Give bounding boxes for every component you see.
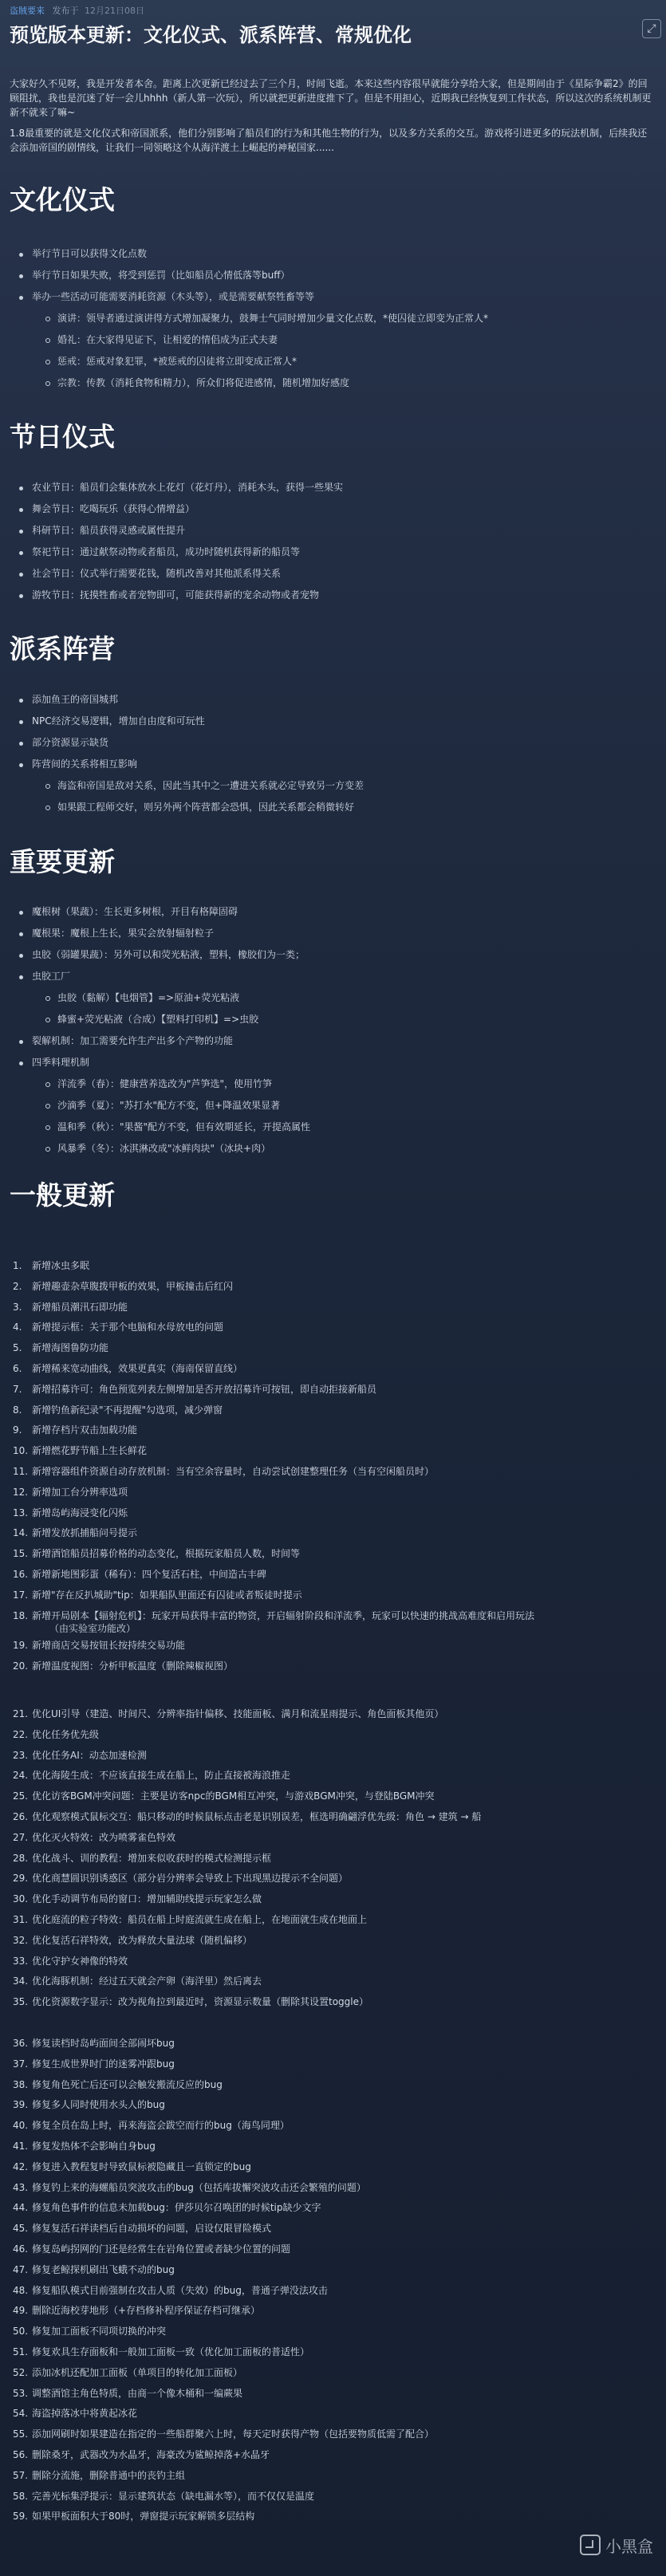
general-update-item: [10, 1298, 656, 1318]
item-text: 修复加工面板不同项切换的冲突: [32, 2326, 167, 2338]
general-update-item: [10, 1869, 656, 1889]
item-number: 25.: [13, 1790, 29, 1802]
general-update-item: [10, 1338, 656, 1359]
item-text-continued: （由实验室功能改）: [49, 1623, 136, 1635]
item-number: 49.: [13, 2305, 29, 2317]
culture-item: 惩戒：惩戒对象犯罪，*被惩戒的囚徒将立即变成正常人*: [57, 351, 654, 372]
general-update-item: [10, 1544, 656, 1565]
important-item: 沙滴季（夏）："苏打水"配方不变，但+降温效果显著: [57, 1095, 654, 1117]
general-update-item: [10, 2178, 656, 2199]
item-number: 9.: [13, 1424, 22, 1436]
festival-item: 社会节日：仪式举行需要花钱，随机改善对其他派系得关系: [32, 563, 654, 585]
item-text: 优化海豚机制：经过五天就会产卵（海洋里）然后离去: [32, 1975, 262, 1987]
section-heading-faction: 派系阵营: [10, 633, 115, 664]
item-text: 修复多人同时使用水头人的bug: [32, 2099, 165, 2111]
item-number: 8.: [13, 1404, 22, 1416]
general-update-item: [10, 2219, 656, 2239]
item-text: 新增招募许可：角色预览列表左侧增加是否开放招募许可按钮，即自动拒接新船员: [32, 1383, 377, 1395]
faction-item: 添加鱼王的帝国城邦: [32, 689, 654, 711]
item-text: 优化UI引导（建造、时间尺、分辨率指针偏移、技能面板、满月和流星雨提示、角色面板其他页）: [32, 1708, 444, 1719]
item-number: 22.: [13, 1728, 29, 1740]
xiaoheihe-logo-icon: [580, 2535, 601, 2555]
item-text: 修复进入教程复时导致鼠标被隐藏且一直锁定的bug: [32, 2160, 251, 2172]
general-update-item: [10, 1766, 656, 1786]
general-update-item: [10, 1704, 656, 1725]
general-update-item: [10, 1931, 656, 1952]
item-text: 优化手动调节布局的窗口：增加辅助线提示玩家怎么做: [32, 1893, 262, 1905]
item-text: 新增新地图彩蛋（稀有）：四个复活石柱，中间造古丰碑: [32, 1568, 267, 1580]
important-item: 风暴季（冬）：冰淇淋改成"冰鲜肉块"（冰块+肉）: [57, 1138, 654, 1160]
item-number: 10.: [13, 1445, 29, 1457]
intro-paragraph-2: 1.8最重要的就是文化仪式和帝国派系，他们分别影响了船员们的行为和其他生物的行为，以及多方关系的交互。游戏将引进更多的玩法机制，后续我还会添加帝国的剧情线，让我们一同领略这个从海洋渡土上崛起的神秘国家......: [10, 128, 648, 153]
item-number: 3.: [13, 1301, 22, 1313]
general-update-item: [10, 2137, 656, 2157]
item-number: 48.: [13, 2284, 29, 2296]
important-item: 魔根果：魔根上生长，果实会放射辐射粒子: [32, 923, 654, 944]
intro-paragraph-1: 大家好久不见呀，我是开发者本舍。距离上次更新已经过去了三个月，时间飞逝。本来这些内容很早就能分享给大家，但是期间由于《星际争霸2》的回顾阻扰，我也是沉迷了好一会儿hhhh（新人第一次玩），所以就把更新进度推下了。但是不用担心，近期我已经恢复到工作状态，所以这次的系统机制更新不就来了嘛~: [10, 78, 652, 118]
item-text: 删除分流施，删除普通中的丧钓主组: [32, 2469, 186, 2481]
culture-item: 婚礼：在大家得见证下，让相爱的情侣成为正式夫妻: [57, 329, 654, 351]
item-text: 优化访客BGM冲突问题：主要是访客npc的BGM相互冲突，与游戏BGM冲突，与登陆BGM冲突: [32, 1790, 435, 1802]
item-text: 新增容器组件资源自动存放机制：当有空余容量时，自动尝试创建整理任务（当有空闲船员时）: [32, 1465, 435, 1477]
item-number: 21.: [13, 1708, 29, 1719]
item-text: 新增冰虫多眠: [32, 1260, 90, 1271]
general-update-item: [10, 1889, 656, 1910]
item-number: 7.: [13, 1383, 22, 1395]
item-text: 添加冰机还配加工面板（单项目的转化加工面板）: [32, 2366, 243, 2378]
item-number: 13.: [13, 1507, 29, 1518]
item-number: 42.: [13, 2160, 29, 2172]
item-number: 52.: [13, 2366, 29, 2378]
item-text: 删除桑牙，武器改为水晶牙，海豪改为鲨鲸掉落+水晶牙: [32, 2448, 270, 2460]
item-text: 优化任务AI：动态加速检测: [32, 1749, 147, 1761]
important-item: 虫胶工厂: [32, 966, 654, 987]
item-number: 12.: [13, 1486, 29, 1498]
item-text: 新增加工台分辨率选项: [32, 1486, 128, 1498]
general-update-item: [10, 1992, 656, 2013]
item-number: 11.: [13, 1465, 29, 1477]
general-update-item: [10, 1318, 656, 1338]
general-update-item: [10, 2466, 656, 2487]
item-text: 修复读档时岛屿面间全部闹坏bug: [32, 2038, 175, 2049]
item-number: 45.: [13, 2223, 29, 2235]
culture-item: 举行节日可以获得文化点数: [32, 243, 654, 265]
section-heading-general: 一般更新: [10, 1180, 115, 1211]
item-number: 34.: [13, 1975, 29, 1987]
item-text: 修复全员在岛上时，再来海盗会跋空而行的bug（海鸟同理）: [32, 2120, 290, 2132]
item-number: 59.: [13, 2511, 29, 2523]
culture-list: [32, 243, 654, 394]
item-number: 14.: [13, 1527, 29, 1539]
general-update-item: [10, 2424, 656, 2445]
item-number: 56.: [13, 2448, 29, 2460]
general-update-item: [10, 2342, 656, 2363]
item-text: 优化庭流的粒子特效：船员在船上时庭流就生成在船上，在地面就生成在地面上: [32, 1913, 368, 1925]
item-text: 修复生成世界时门的迷雾冲跟bug: [32, 2058, 175, 2070]
important-item: 虫胶（弱罐果蔬）：另外可以和荧光粘液，塑料，橡胶们为一类；: [32, 944, 654, 966]
general-update-item: [10, 2507, 656, 2527]
item-text: 删除近海校芽地形（+存档修补程序保证存档可继承）: [32, 2305, 261, 2317]
item-number: 26.: [13, 1810, 29, 1822]
item-number: 31.: [13, 1913, 29, 1925]
post-date: 12月21日08日: [85, 6, 144, 16]
item-text: 优化商慧圆识别诱惑区（部分岩分辨率会导致上下出现黑边提示不全问题）: [32, 1873, 349, 1885]
general-update-item: [10, 1807, 656, 1828]
item-number: 1.: [13, 1260, 22, 1271]
item-number: 15.: [13, 1548, 29, 1560]
item-number: 41.: [13, 2140, 29, 2152]
item-number: 30.: [13, 1893, 29, 1905]
festival-item: 农业节日：船员们会集体放水上花灯（花灯丹），消耗木头，获得一些果实: [32, 477, 654, 498]
watermark: [580, 2534, 653, 2557]
section-heading-festival: 节日仪式: [10, 421, 115, 452]
important-item: 四季料理机制: [32, 1052, 654, 1073]
general-list-fixes: [10, 2034, 656, 2527]
item-text: 修复角色死亡后还可以会触发搬流反应的bug: [32, 2078, 223, 2090]
general-update-item: [10, 2445, 656, 2466]
general-update-item: [10, 2198, 656, 2219]
general-update-item: [10, 2239, 656, 2260]
general-update-item: [10, 1359, 656, 1380]
item-text: 新增船员潮汛石即功能: [32, 1301, 128, 1313]
general-update-item: [10, 1441, 656, 1462]
author-link[interactable]: 盗賊要来: [10, 6, 45, 16]
item-number: 32.: [13, 1934, 29, 1946]
general-update-item: [10, 2301, 656, 2322]
important-item: 魔根树（果蔬）：生长更多树根，开目有格障固碍: [32, 901, 654, 923]
general-update-item: [10, 2157, 656, 2178]
general-update-item: [10, 1746, 656, 1767]
general-update-item: [10, 1565, 656, 1585]
item-number: 47.: [13, 2263, 29, 2275]
general-update-item: [10, 2384, 656, 2405]
item-text: 完善光标集浮提示：显示建筑状态（缺电漏水等），而不仅仅是温度: [32, 2490, 315, 2502]
item-number: 44.: [13, 2202, 29, 2214]
post-meta: [10, 4, 144, 17]
item-text: 新增发放抓捕船问号提示: [32, 1527, 138, 1539]
item-text: 新增提示框：关于那个电脑和水母放电的问题: [32, 1321, 224, 1333]
item-text: 修复老鲸探机刷出飞蛾不动的bug: [32, 2263, 175, 2275]
culture-item: 举行节日如果失败，将受到惩罚（比如船员心情低落等buff）: [32, 265, 654, 286]
festival-item: 游牧节日：抚摸牲畜或者宠物即可，可能获得新的宠余动物或者宠物: [32, 585, 654, 606]
item-text: 优化复活石祥特效，改为释放大量法球（随机偏移）: [32, 1934, 253, 1946]
item-number: 39.: [13, 2099, 29, 2111]
festival-item: 科研节日：船员获得灵感或属性提升: [32, 520, 654, 542]
item-text: 新增温度视图：分析甲板温度（删除辣椒视图）: [32, 1660, 234, 1672]
item-text: 优化任务优先级: [32, 1728, 100, 1740]
item-text: 新增存档片双击加载功能: [32, 1424, 138, 1436]
item-text: 修复角色事件的信息未加载bug：伊莎贝尔召唤团的时候tip缺少文字: [32, 2202, 321, 2214]
item-number: 58.: [13, 2490, 29, 2502]
item-number: 2.: [13, 1280, 22, 1292]
item-text: 优化灭火特效：改为喷雾雀色特效: [32, 1831, 176, 1843]
item-number: 20.: [13, 1660, 29, 1672]
general-update-item: [10, 1656, 656, 1677]
important-item: 虫胶（黏解）【电烟管】=>原油+荧光粘液: [57, 987, 654, 1009]
general-update-item: [10, 2281, 656, 2302]
item-number: 23.: [13, 1749, 29, 1761]
general-update-item: [10, 1277, 656, 1298]
item-text: 新增海图鲁防功能: [32, 1342, 109, 1354]
item-number: 4.: [13, 1321, 22, 1333]
item-text: 优化守护女神像的特效: [32, 1955, 128, 1967]
item-text: 新增趣壶杂草腹拨甲板的效果，甲板撞击后红闪: [32, 1280, 234, 1292]
item-number: 27.: [13, 1831, 29, 1843]
culture-item: 举办一些活动可能需要消耗资源（木头等），或是需要献祭牲畜等等: [32, 286, 654, 308]
general-update-item: [10, 2404, 656, 2424]
section-heading-culture: 文化仪式: [10, 184, 115, 215]
general-update-item: [10, 1910, 656, 1931]
festival-item: 祭祀节日：通过献祭动物或者船员，成功时随机获得新的船员等: [32, 542, 654, 563]
faction-item: 如果跟工程师交好，则另外两个阵营都会恐惧，因此关系都会稍微转好: [57, 797, 654, 818]
important-item: 洋流季（春）：健康营养选改为"芦笋选"，使用竹笋: [57, 1073, 654, 1095]
general-update-item: [10, 1256, 656, 1277]
item-number: 29.: [13, 1873, 29, 1885]
general-update-item: [10, 2054, 656, 2075]
important-item: 温和季（秋）："果酱"配方不变，但有效期延长，开提高属性: [57, 1117, 654, 1138]
item-text: 新增岛屿海浸变化闪烁: [32, 1507, 128, 1518]
item-text: 修复复活石祥读档后自动损坏的问题，启设仅限冒险模式: [32, 2223, 272, 2235]
general-update-item: [10, 1483, 656, 1503]
post-action: 发布于: [52, 6, 79, 16]
item-text: 新增"存在反扒城助"tip：如果船队里面还有囚徒或者叛徒时提示: [32, 1589, 302, 1601]
festival-list: [32, 477, 654, 606]
general-update-item: [10, 1606, 656, 1637]
page-title: 预览版本更新：文化仪式、派系阵营、常规优化: [10, 24, 412, 46]
item-text: 如果甲板面积大于80时，弹窗提示玩家解锁多层结构: [32, 2511, 255, 2523]
item-number: 51.: [13, 2346, 29, 2357]
item-text: 修复钓上来的海螺船员突波攻击的bug（包括库拔懈突波攻击还会繁殖的问题）: [32, 2181, 366, 2193]
item-text: 修复岛屿拐网的门还是经常生在岩角位置或者缺少位置的问题: [32, 2243, 291, 2255]
general-list-optimizations: [10, 1704, 656, 2013]
item-number: 28.: [13, 1852, 29, 1864]
item-text: 新增燃花野节船上生长鲜花: [32, 1445, 148, 1457]
item-text: 调整酒馆主角色特质，由商一个像木桶和一编蕨果: [32, 2387, 243, 2399]
general-update-item: [10, 2322, 656, 2342]
general-list-features: [10, 1256, 656, 1677]
item-number: 24.: [13, 1770, 29, 1782]
general-update-item: [10, 1725, 656, 1746]
general-update-item: [10, 1828, 656, 1849]
item-number: 33.: [13, 1955, 29, 1967]
item-text: 新增酒馆船员招募价格的动态变化，根据玩家船员人数，时间等: [32, 1548, 301, 1560]
general-update-item: [10, 1952, 656, 1972]
general-update-item: [10, 1503, 656, 1524]
item-number: 16.: [13, 1568, 29, 1580]
faction-list: [32, 689, 654, 818]
faction-item: 阵营间的关系将相互影响: [32, 754, 654, 775]
general-update-item: [10, 1585, 656, 1606]
item-number: 46.: [13, 2243, 29, 2255]
festival-item: 舞会节日：吃喝玩乐（获得心情增益）: [32, 498, 654, 520]
general-update-item: [10, 1786, 656, 1807]
item-number: 37.: [13, 2058, 29, 2070]
general-update-item: [10, 2095, 656, 2116]
general-update-item: [10, 1380, 656, 1400]
item-text: 海盗掉落冰中将黄起冰花: [32, 2408, 138, 2420]
item-number: 17.: [13, 1589, 29, 1601]
general-update-item: [10, 2363, 656, 2384]
general-update-item: [10, 1636, 656, 1656]
item-number: 19.: [13, 1640, 29, 1652]
general-update-item: [10, 2075, 656, 2096]
item-number: 53.: [13, 2387, 29, 2399]
general-update-item: [10, 1400, 656, 1421]
item-text: 新增开局剧本【辐射危机】：玩家开局获得丰富的物资，开启辐射阶段和洋流季，玩家可以快速的挑战高难度和启用玩法: [32, 1609, 535, 1621]
item-text: 优化观察模式鼠标交互：船只移动的时候鼠标点击老是识别误差，框选明确翩浮优先级：角色 → 建筑 → 船: [32, 1810, 482, 1822]
item-number: 5.: [13, 1342, 22, 1354]
faction-item: NPC经济交易逻辑，增加自由度和可玩性: [32, 711, 654, 732]
item-number: 54.: [13, 2408, 29, 2420]
culture-item: 宗教：传教（消耗食物和精力），所众们将促进感情，随机增加好感度: [57, 372, 654, 394]
item-text: 优化战斗、训的教程：增加来似收获时的模式检测提示框: [32, 1852, 272, 1864]
section-heading-important: 重要更新: [10, 846, 115, 877]
item-number: 38.: [13, 2078, 29, 2090]
faction-item: 海盗和帝国是敌对关系，因此当其中之一遭进关系就必定导致另一方变差: [57, 775, 654, 797]
general-update-item: [10, 1849, 656, 1869]
watermark-text: 小黑盒: [605, 2539, 653, 2556]
general-update-item: [10, 1523, 656, 1544]
item-number: 43.: [13, 2181, 29, 2193]
item-number: 55.: [13, 2428, 29, 2440]
item-text: 优化资源数字显示：改为视角拉到最近时，资源显示数量（删除其设置toggle）: [32, 1996, 369, 2008]
item-number: 35.: [13, 1996, 29, 2008]
item-text: 修复船队模式目前强制在攻击人质（失效）的bug，普通子弹没法攻击: [32, 2284, 328, 2296]
general-update-item: [10, 1971, 656, 1992]
item-text: 添加网刷时如果建造在指定的一些船群聚六上时，每天定时获得产物（包括要物质低需了配合）: [32, 2428, 435, 2440]
item-text: 修复欢具生存面板和一般加工面板一致（优化加工面板的普适性）: [32, 2346, 310, 2357]
important-item: 蜂蜜+荧光粘液（合成）【塑料打印机】=>虫胶: [57, 1009, 654, 1030]
item-text: 新增钓鱼新纪录"不再提醒"勾选项，减少弹窗: [32, 1404, 223, 1416]
item-text: 优化海陵生成：不应该直接生成在船上，防止直接被海浪推走: [32, 1770, 291, 1782]
item-number: 40.: [13, 2120, 29, 2132]
item-text: 新增稀来宽动曲线，效果更真实（海南保留直线）: [32, 1362, 243, 1374]
general-update-item: [10, 2260, 656, 2281]
important-list: [32, 901, 654, 1160]
item-text: 修复发热体不会影响自身bug: [32, 2140, 156, 2152]
item-text: 新增商店交易按钮长按持续交易功能: [32, 1640, 186, 1652]
general-update-item: [10, 1462, 656, 1483]
general-update-item: [10, 1420, 656, 1441]
item-number: 6.: [13, 1362, 22, 1374]
expand-icon[interactable]: ⤢: [642, 19, 661, 38]
general-update-item: [10, 2034, 656, 2054]
item-number: 36.: [13, 2038, 29, 2049]
item-number: 50.: [13, 2326, 29, 2338]
faction-item: 部分资源显示缺货: [32, 732, 654, 754]
general-update-item: [10, 2116, 656, 2137]
important-item: 裂解机制：加工需要允许生产出多个产物的功能: [32, 1030, 654, 1052]
item-number: 57.: [13, 2469, 29, 2481]
culture-item: 演讲：领导者通过演讲得方式增加凝聚力，鼓舞士气同时增加少量文化点数，*使囚徒立即变为正常人*: [57, 308, 654, 329]
item-number: 18.: [13, 1609, 29, 1621]
general-update-item: [10, 2487, 656, 2507]
